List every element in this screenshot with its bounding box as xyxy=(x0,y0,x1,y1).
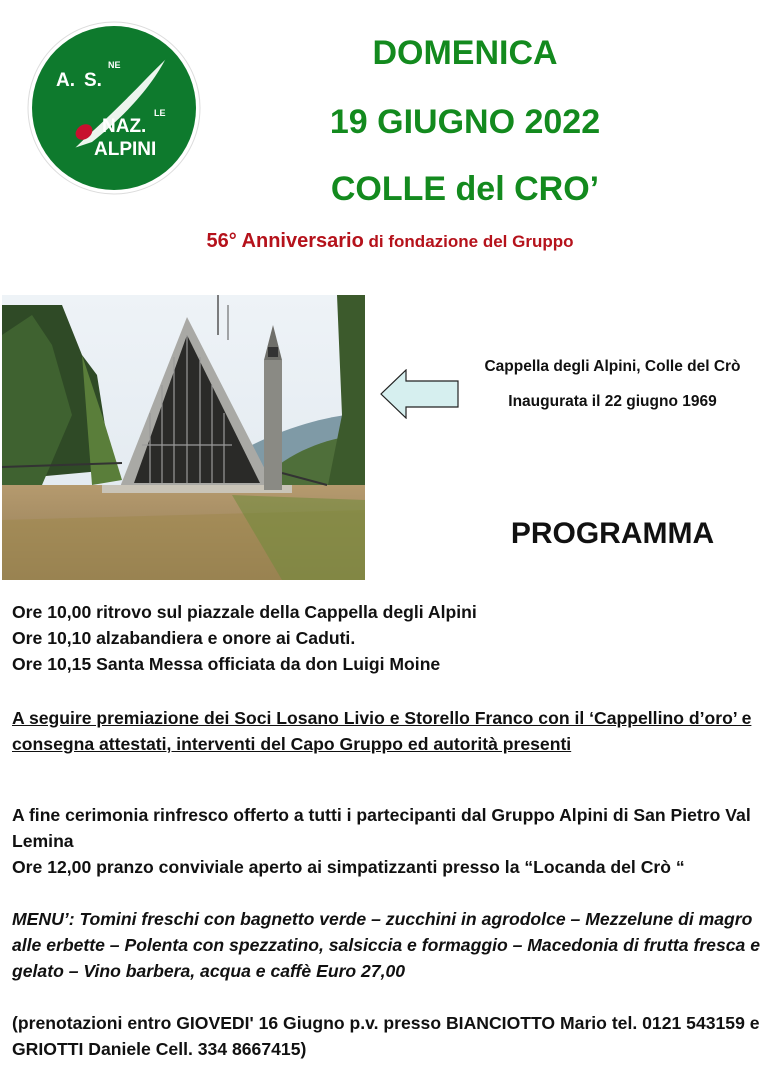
photo-caption xyxy=(470,356,755,412)
logo-sup-ne: NE xyxy=(108,60,121,70)
heading-day: DOMENICA xyxy=(372,34,558,72)
menu-label: MENU’: xyxy=(12,909,75,929)
ana-logo xyxy=(26,20,202,196)
anniversary-rest: di fondazione del Gruppo xyxy=(363,232,574,251)
schedule-item: Ore 10,15 Santa Messa officiata da don Luigi Moine xyxy=(12,654,441,674)
schedule-list xyxy=(12,599,764,677)
logo-text-a: A. xyxy=(56,70,75,91)
left-arrow-icon xyxy=(380,369,459,419)
logo-text-naz: NAZ. xyxy=(102,116,147,137)
logo-sup-le: LE xyxy=(154,108,166,118)
caption-inauguration: Inaugurata il 22 giugno 1969 xyxy=(508,393,717,410)
lunch-text: Ore 12,00 pranzo conviviale aperto ai simpatizzanti presso la “Locanda del Crò “ xyxy=(12,857,685,877)
logo-text-s: S. xyxy=(84,70,102,91)
anniversary-line xyxy=(110,230,670,253)
menu-paragraph xyxy=(12,906,764,984)
schedule-item: Ore 10,00 ritrovo sul piazzale della Cappella degli Alpini xyxy=(12,602,477,622)
anniversary-number: 56° Anniversario xyxy=(206,230,364,252)
schedule-item: Ore 10,10 alzabandiera e onore ai Caduti. xyxy=(12,628,356,648)
logo-text-alpini: ALPINI xyxy=(94,139,157,160)
chapel-photo xyxy=(2,295,365,580)
heading-date: 19 GIUGNO 2022 xyxy=(329,103,601,141)
reception-text: A fine cerimonia rinfresco offerto a tutti i partecipanti dal Gruppo Alpini di San Pietro Val Lemina xyxy=(12,805,751,851)
caption-title: Cappella degli Alpini, Colle del Crò xyxy=(484,358,741,375)
booking-paragraph: (prenotazioni entro GIOVEDI' 16 Giugno p.v. presso BIANCIOTTO Mario tel. 0121 543159 e GRIOTTI Daniele Cell. 334 8667415) xyxy=(12,1013,760,1059)
award-paragraph: A seguire premiazione dei Soci Losano Livio e Storello Franco con il ‘Cappellino d’oro’ e consegna attestati, interventi del Capo Gruppo ed autorità presenti xyxy=(12,708,752,754)
reception-paragraph xyxy=(12,802,764,880)
programma-heading: PROGRAMMA xyxy=(510,517,715,550)
menu-text: Tomini freschi con bagnetto verde – zucchini in agrodolce – Mezzelune di magro alle erbette – Polenta con spezzatino, salsiccia e formaggio – Macedonia di frutta fresca e gelato – Vino barbera, acqua e caffè Euro 27,00 xyxy=(12,909,760,981)
heading-place: COLLE del CRO’ xyxy=(330,170,600,208)
